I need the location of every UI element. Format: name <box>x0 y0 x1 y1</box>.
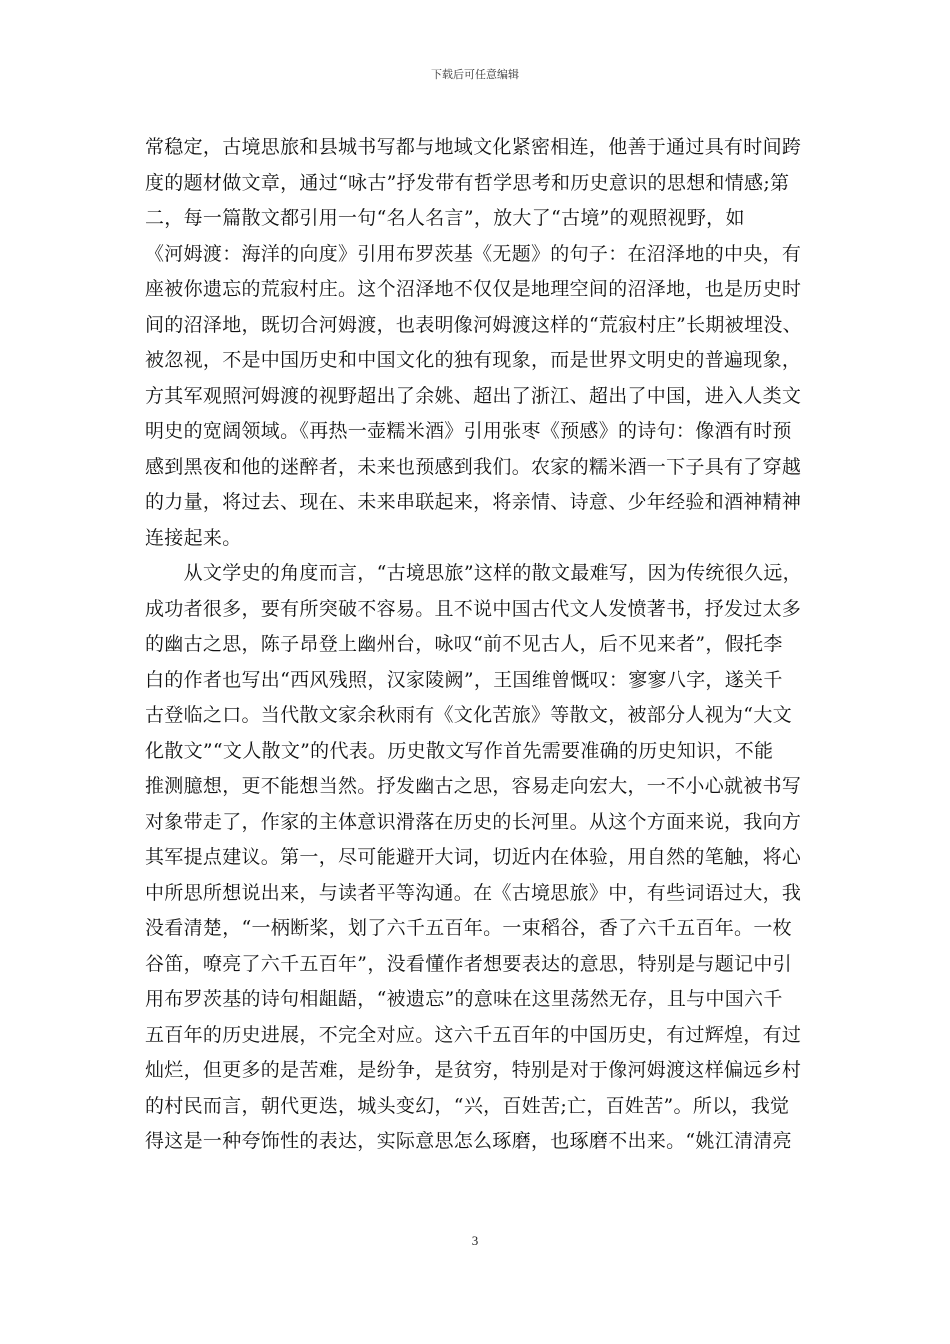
text-line: 连接起来。 <box>145 526 242 549</box>
text-line: 度的题材做文章，通过“咏古”抒发带有哲学思考和历史意识的思想和情感;第 <box>145 171 790 194</box>
text-line: 常稳定，古境思旅和县城书写都与地域文化紧密相连，他善于通过具有时间跨 <box>145 136 802 158</box>
text-line: 的力量，将过去、现在、未来串联起来，将亲情、诗意、少年经验和酒神精神 <box>145 491 802 513</box>
text-line: 的幽古之思，陈子昂登上幽州台，咏叹“前不见古人，后不见来者”，假托李 <box>145 633 783 655</box>
text-line: 白的作者也写出“西风残照，汉家陵阙”，王国维曾慨叹：寥寥八字，遂关千 <box>145 668 783 691</box>
text-line: 古登临之口。当代散文家余秋雨有《文化苦旅》等散文，被部分人视为“大文 <box>145 704 792 726</box>
text-line: 化散文”“文人散文”的代表。历史散文写作首先需要准确的历史知识，不能 <box>145 739 774 762</box>
text-line: 间的沼泽地，既切合河姆渡，也表明像河姆渡这样的“荒寂村庄”长期被埋没、 <box>145 313 802 336</box>
text-line: 中所思所想说出来，与读者平等沟通。在《古境思旅》中，有些词语过大，我 <box>145 881 802 904</box>
text-line: 二，每一篇散文都引用一句“名人名言”，放大了“古境”的观照视野，如 <box>145 207 745 229</box>
page-number: 3 <box>471 1233 479 1248</box>
paragraph <box>145 130 810 556</box>
text-line: 得这是一种夸饰性的表达，实际意思怎么琢磨，也琢磨不出来。“姚江清清亮 <box>145 1130 792 1152</box>
text-line: 没看清楚，“一柄断桨，划了六千五百年。一束稻谷，香了六千五百年。一枚 <box>145 917 792 939</box>
text-line: 其军提点建议。第一，尽可能避开大词，切近内在体验，用自然的笔触，将心 <box>145 846 802 868</box>
text-line: 成功者很多，要有所突破不容易。且不说中国古代文人发愤著书，抒发过太多 <box>145 597 802 620</box>
text-line: 谷笛，嘹亮了六千五百年”，没看懂作者想要表达的意思，特别是与题记中引 <box>145 952 792 975</box>
text-line: 明史的宽阔领域。《再热一壶糯米酒》引用张枣《预感》的诗句：像酒有时预 <box>145 420 792 442</box>
text-line: 从文学史的角度而言，“古境思旅”这样的散文最难写，因为传统很久远， <box>145 562 802 584</box>
text-line: 五百年的历史进展，不完全对应。这六千五百年的中国历史，有过辉煌，有过 <box>145 1023 802 1046</box>
text-line: 座被你遗忘的荒寂村庄。这个沼泽地不仅仅是地理空间的沼泽地，也是历史时 <box>145 278 802 300</box>
text-line: 方其军观照河姆渡的视野超出了余姚、超出了浙江、超出了中国，进入人类文 <box>145 384 802 407</box>
paragraph <box>145 556 810 1160</box>
text-line: 《河姆渡：海洋的向度》引用布罗茨基《无题》的句子：在沼泽地的中央，有 <box>145 242 802 265</box>
text-line: 用布罗茨基的诗句相龃龉，“被遗忘”的意味在这里荡然无存，且与中国六千 <box>145 988 783 1010</box>
text-line: 对象带走了，作家的主体意识滑落在历史的长河里。从这个方面来说，我向方 <box>145 810 802 833</box>
text-line: 推测臆想，更不能想当然。抒发幽古之思，容易走向宏大，一不小心就被书写 <box>145 775 802 797</box>
text-line: 感到黑夜和他的迷醉者，未来也预感到我们。农家的糯米酒一下子具有了穿越 <box>145 455 802 478</box>
text-line: 灿烂，但更多的是苦难，是纷争，是贫穷，特别是对于像河姆渡这样偏远乡村 <box>145 1059 802 1081</box>
page-header: 下载后可任意编辑 <box>431 68 519 81</box>
text-line: 被忽视，不是中国历史和中国文化的独有现象，而是世界文明史的普遍现象， <box>145 349 802 371</box>
body-text <box>145 130 810 1160</box>
text-line: 的村民而言，朝代更迭，城头变幻，“兴，百姓苦;亡，百姓苦”。所以，我觉 <box>145 1094 790 1117</box>
